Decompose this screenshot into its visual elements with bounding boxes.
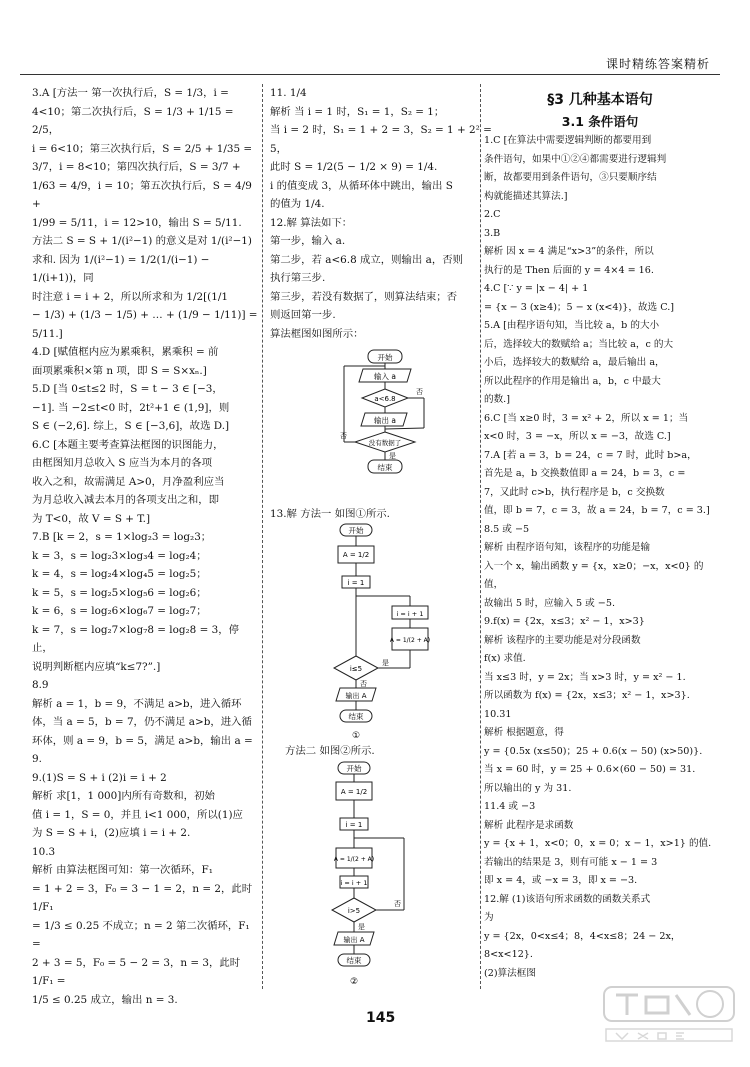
fc3-assign: A = 1/2 <box>340 788 368 796</box>
col3-line: 解析 因 x = 4 满足“x>3”的条件，所以 <box>484 246 654 257</box>
col1-line: = 1/3 ≤ 0.25 不成立；n = 2 第二次循环，F₁ = <box>32 919 250 950</box>
fc2-label: ① <box>351 731 361 741</box>
col3-line: 8.5 或 −5 <box>484 523 530 535</box>
column-1-text <box>32 84 258 1009</box>
fc1-no-2: 否 <box>340 432 347 440</box>
problem-13-method-2 <box>285 742 480 761</box>
col3-line: 解析 此程序是求函数 <box>484 819 574 831</box>
col3-line: 9.f(x) = {2x，x≤3；x² − 1，x>3} <box>484 616 645 627</box>
fc2-init: i = 1 <box>347 579 365 587</box>
col3-line: 所以函数为 f(x) = {2x，x≤3；x² − 1，x>3}. <box>484 690 690 701</box>
flowchart-problem-12 <box>336 344 446 484</box>
page-number: 145 <box>366 1010 396 1026</box>
col1-line: k = 7，s = log₂7×log₇8 = log₂8 = 3，停止， <box>32 623 239 654</box>
col1-line: 4.D [赋值框内应为累乘积，累乘积 = 前 <box>32 346 219 358</box>
column-divider-1 <box>262 84 263 989</box>
col3-line: y = {0.5x (x≤50)；25 + 0.6(x − 50) (x>50)}. <box>484 745 703 757</box>
col2-line: i 的值变成 3，从循环体中跳出，输出 S <box>270 179 453 192</box>
col3-line: 首先是 a，b 交换数值即 a = 24，b = 3，c = <box>484 468 686 479</box>
col1-line: 2 + 3 = 5，F₀ = 5 − 2 = 3，n = 3，此时 1/F₁ = <box>32 956 241 987</box>
fc2-start: 开始 <box>348 526 364 535</box>
col3-line: 解析 该程序的主要功能是对分段函数 <box>484 634 641 646</box>
fc1-cond2: 没有数据了 <box>368 439 402 447</box>
col1-line: 求和. 因为 1/(i²−1) = 1/2(1/(i−1) − 1/(i+1))，同 <box>32 253 210 284</box>
running-header: 课时精练答案精析 <box>605 57 710 71</box>
col3-line: 5.A [由程序语句知，当比较 a，b 的大小 <box>484 320 660 331</box>
col1-line: 解析 求[1，1 000]内所有奇数和，初始 <box>32 790 215 802</box>
col3-line: 6.C [当 x≥0 时，3 = x² + 2，所以 x = 1；当 <box>484 412 689 424</box>
col1-line: 为 T<0，故 V = S + T.] <box>32 512 151 525</box>
col1-line: 3/7，i = 8<10；第四次执行后，S = 3/7 + <box>32 161 241 173</box>
col3-line: 所以此程序的作用是输出 a，b，c 中最大 <box>484 375 661 387</box>
col3-line: (2)算法框图 <box>484 967 536 979</box>
col1-line: 为月总收入减去本月的各项支出之和，即 <box>32 494 220 506</box>
col3-line: 执行的是 Then 后面的 y = 4×4 = 16. <box>484 264 654 276</box>
column-2-text <box>270 84 494 343</box>
col1-line: 5.D [当 0≤t≤2 时，S = t − 3 ∈ [−3， <box>32 383 223 395</box>
col3-line: 断，故都要用到条件语句，③只要顺序结 <box>484 172 657 183</box>
col3-line: 解析 由程序语句知，该程序的功能是输 <box>484 542 651 553</box>
fc3-upd: A = 1/(2 + A) <box>333 856 375 863</box>
col1-line: k = 4，s = log₂4×log₄5 = log₂5； <box>32 568 207 580</box>
p13-line: 13.解 方法一 如图①所示. <box>270 508 390 520</box>
col1-line: 5/11.] <box>32 327 63 340</box>
col3-line: 故输出 5 时，应输入 5 或 −5. <box>484 597 615 609</box>
fc2-inc: i = i + 1 <box>396 610 424 618</box>
col3-line: 小后，选择较大的数赋给 a，最后输出 a， <box>484 357 665 368</box>
col3-line: 的数.] <box>484 394 510 405</box>
col2-line: 第二步，若 a<6.8 成立，则输出 a，否则 <box>270 253 463 266</box>
col1-line: 6.C [本题主要考查算法框图的识图能力， <box>32 438 224 451</box>
column-2 <box>270 84 494 343</box>
col3-line: 为 <box>484 912 494 923</box>
col1-line: 面项累乘积×第 n 项，即 S = S×xₙ.] <box>32 364 207 377</box>
col1-line: k = 3，s = log₂3×log₃4 = log₂4； <box>32 549 207 562</box>
col3-line: 7，又此时 c>b，执行程序是 b，c 交换数 <box>484 486 665 498</box>
subsection-title: 3.1 条件语句 <box>561 114 639 129</box>
col1-line: 3.A [方法一 第一次执行后，S = 1/3，i = <box>32 87 229 99</box>
col3-line: 4.C [∵ y = |x − 4| + 1 <box>484 283 589 294</box>
fc3-yes: 是 <box>358 923 365 931</box>
col3-line: 解析 根据题意，得 <box>484 727 564 738</box>
col1-line: k = 6，s = log₂6×log₆7 = log₂7； <box>32 605 207 617</box>
col3-line: 12.解 (1)该语句所求函数的函数关系式 <box>484 893 651 905</box>
col1-line: −1]. 当 −2≤t<0 时，2t²+1 ∈ (1,9]，则 <box>32 401 230 414</box>
col3-line: 当 x≤3 时，y = 2x；当 x>3 时，y = x² − 1. <box>484 671 686 683</box>
fc3-inc: i = i + 1 <box>340 879 368 887</box>
column-1 <box>32 84 258 1009</box>
col3-line: 3.B <box>484 227 501 239</box>
fc1-end: 结束 <box>377 463 393 472</box>
fc3-label: ② <box>349 977 359 987</box>
p13-m2-line: 方法二 如图②所示. <box>285 745 375 757</box>
fc2-no: 否 <box>360 680 367 688</box>
col2-line: 算法框图如图所示： <box>270 327 364 340</box>
flowchart-figure-2 <box>310 760 430 992</box>
fc3-no: 否 <box>394 900 401 908</box>
col3-line: = {x − 3 (x≥4)；5 − x (x<4)}，故选 C.] <box>484 301 674 313</box>
col3-line: 构就能描述其算法.] <box>484 190 568 202</box>
col3-line: 所以输出的 y 为 31. <box>484 782 572 794</box>
fc2-end: 结束 <box>348 712 364 721</box>
col1-line: 1/5 ≤ 0.25 成立，输出 n = 3. <box>32 993 178 1006</box>
fc1-start: 开始 <box>377 353 393 362</box>
watermark-logo <box>602 985 736 1045</box>
col3-line: x<0 时，3 = −x，所以 x = −3，故选 C.] <box>484 431 671 442</box>
col1-line: 体，当 a = 5，b = 7，仍不满足 a>b，进入循 <box>32 716 252 728</box>
col3-line: f(x) 求值. <box>484 653 526 664</box>
fc3-cond: i>5 <box>347 907 361 915</box>
fc2-cond: i≤5 <box>349 665 363 673</box>
col3-line: 2.C <box>484 209 501 220</box>
col3-line: 条件语句，如果中①②④都需要进行逻辑判 <box>484 153 667 165</box>
fc2-yes: 是 <box>382 659 389 667</box>
col3-line: 若输出的结果是 3，则有可能 x − 1 = 3 <box>484 856 658 868</box>
col2-line: 11. 1/4 <box>270 87 307 99</box>
col1-line: 9. <box>32 753 42 765</box>
col1-line: 值 i = 1，S = 0，并且 i<1 000，所以(1)应 <box>32 808 243 821</box>
fc1-no: 否 <box>416 388 423 396</box>
col2-line: 第一步，输入 a. <box>270 235 346 247</box>
col1-line: k = 5，s = log₂5×log₅6 = log₂6； <box>32 586 207 599</box>
fc2-upd: A = 1/(2 + A) <box>389 637 431 644</box>
fc3-start: 开始 <box>346 764 362 773</box>
fc1-cond: a<6.8 <box>374 395 396 403</box>
col1-line: 环体，则 a = 9，b = 5，满足 a>b，输出 a = <box>32 734 253 747</box>
col1-line: 4<10；第二次执行后，S = 1/3 + 1/15 = 2/5， <box>32 105 234 136</box>
col1-line: 为 S = S + i，(2)应填 i = i + 2. <box>32 827 191 839</box>
col1-line: 由框图知月总收入 S 应当为本月的各项 <box>32 457 212 469</box>
column-3 <box>484 84 716 983</box>
col2-line: 5， <box>270 142 288 155</box>
fc2-output: 输出 A <box>345 692 367 700</box>
col1-line: i = 6<10；第三次执行后，S = 2/5 + 1/35 = <box>32 142 253 155</box>
col3-line: y = {x + 1，x<0；0，x = 0；x − 1，x>1} 的值. <box>484 838 712 849</box>
col1-line: = 1 + 2 = 3，F₀ = 3 − 1 = 2，n = 2，此时 1/F₁ <box>32 882 253 913</box>
col3-line: 11.4 或 −3 <box>484 801 536 812</box>
fc3-end: 结束 <box>346 956 362 965</box>
col1-line: 解析 由算法框图可知：第一次循环，F₁ <box>32 864 213 876</box>
col3-line: 当 x = 60 时，y = 25 + 0.6×(60 − 50) = 31. <box>484 764 696 775</box>
problem-13-method-1 <box>270 505 480 524</box>
col1-line: 解析 a = 1，b = 9，不满足 a>b，进入循环 <box>32 697 242 710</box>
col1-line: 收入之和，故需满足 A>0，月净盈利应当 <box>32 475 225 488</box>
col1-line: 9.(1)S = S + i (2)i = i + 2 <box>32 771 167 784</box>
fc1-output: 输出 a <box>374 416 396 425</box>
col1-line: 说明判断框内应填“k≤7?”.] <box>32 660 161 673</box>
col1-line: S ∈ (−2,6]. 综上，S ∈ [−3,6]，故选 D.] <box>32 420 230 432</box>
col3-line: y = {2x，0<x≤4；8，4<x≤8；24 − 2x，8<x<12}. <box>484 930 681 960</box>
col3-line: 后，选择较大的数赋给 a；当比较 a，c 的大 <box>484 338 674 350</box>
fc2-assign: A = 1/2 <box>342 551 370 559</box>
col1-line: 1/99 = 5/11，i = 12>10，输出 S = 5/11. <box>32 216 242 229</box>
col2-line: 解析 当 i = 1 时，S₁ = 1，S₂ = 1； <box>270 105 445 118</box>
col2-line: 当 i = 2 时，S₁ = 1 + 2 = 3，S₂ = 1 + 2² = <box>270 124 492 136</box>
fc3-output: 输出 A <box>343 936 365 944</box>
col1-line: 8.9 <box>32 679 49 691</box>
flowchart-figure-1 <box>320 522 440 744</box>
col2-line: 此时 S = 1/2(5 − 1/2 × 9) = 1/4. <box>270 161 438 173</box>
col2-line: 12.解 算法如下： <box>270 216 353 229</box>
column-3-text <box>484 132 716 983</box>
col2-line: 执行第三步. <box>270 272 326 284</box>
col2-line: 则返回第一步. <box>270 309 336 321</box>
col3-line: 1.C [在算法中需要逻辑判断的都要用到 <box>484 135 652 146</box>
fc1-input: 输入 a <box>374 372 396 381</box>
col2-line: 的值为 1/4. <box>270 198 325 210</box>
col3-line: 10.31 <box>484 708 512 720</box>
col1-line: − 1/3) + (1/3 − 1/5) + … + (1/9 − 1/11)] = <box>32 309 258 321</box>
header-rule <box>20 74 720 75</box>
fc3-init: i = 1 <box>345 821 363 829</box>
fc1-yes: 是 <box>389 452 396 460</box>
col1-line: 10.3 <box>32 845 56 858</box>
col2-line: 第三步，若没有数据了，则算法结束；否 <box>270 290 458 303</box>
col1-line: 方法二 S = S + 1/(i²−1) 的意义是对 1/(i²−1) <box>32 235 252 247</box>
col1-line: 1/63 = 4/9，i = 10；第五次执行后，S = 4/9 + <box>32 179 252 210</box>
col3-line: 值，即 b = 7，c = 3，故 a = 24，b = 7，c = 3.] <box>484 505 710 516</box>
col3-line: 即 x = 4，或 −x = 3，即 x = −3. <box>484 875 638 886</box>
col1-line: 7.B [k = 2，s = 1×log₂3 = log₂3； <box>32 531 212 543</box>
section-title: §3 几种基本语句 <box>547 92 653 108</box>
col3-line: 入一个 x，输出函数 y = {x，x≥0；−x，x<0} 的值， <box>484 560 704 590</box>
col3-line: 7.A [若 a = 3，b = 24，c = 7 时，此时 b>a， <box>484 449 697 461</box>
col1-line: 时注意 i = i + 2，所以所求和为 1/2[(1/1 <box>32 290 228 303</box>
